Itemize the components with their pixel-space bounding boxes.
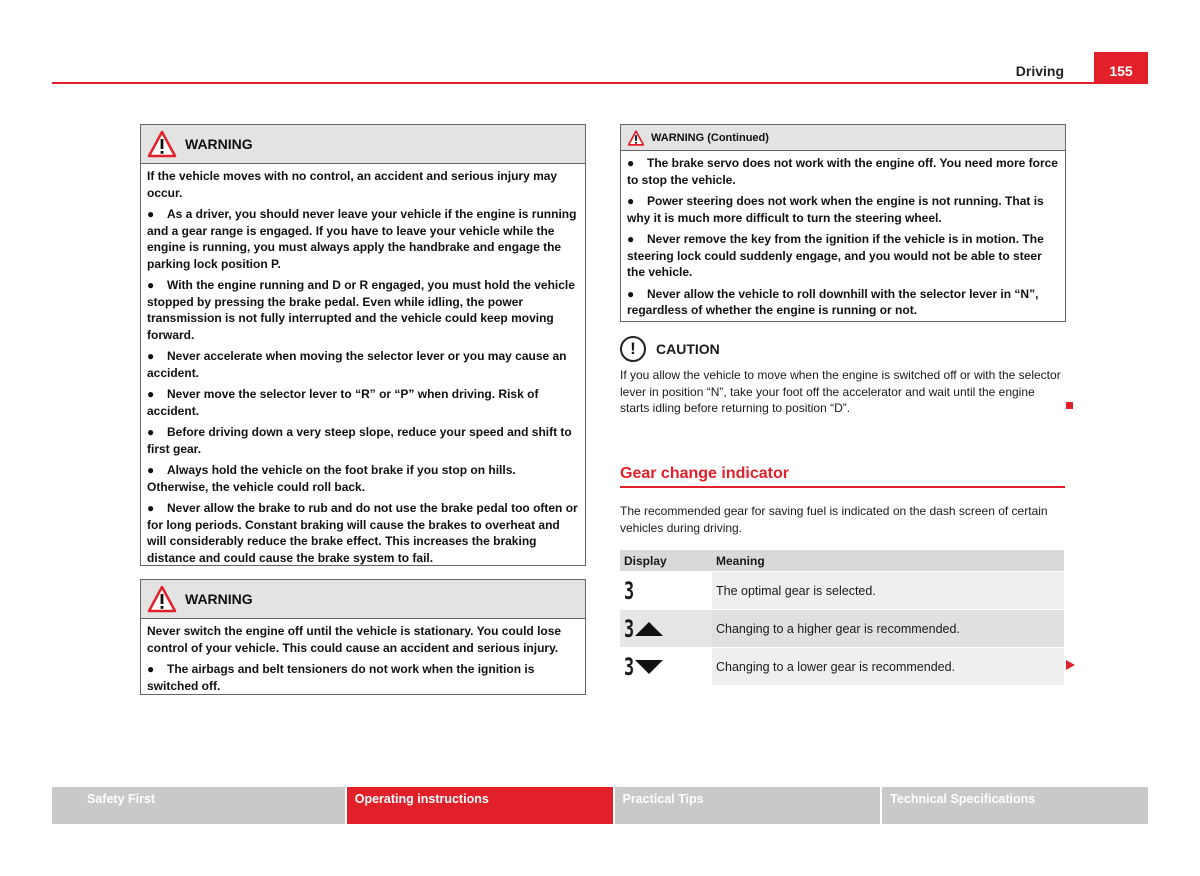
warning-paragraph: Never switch the engine off until the vehicle is stationary. You could lose control of your vehicle. This could cause an accident and serious injury. [147, 624, 562, 655]
bullet-icon: ● [147, 425, 155, 439]
bullet-icon: ● [627, 156, 635, 170]
warning-box-1 [140, 124, 586, 566]
bullet-text: Never move the selector lever to “R” or “P” when driving. Risk of accident. [147, 387, 539, 418]
bullet-icon: ● [627, 194, 635, 208]
warning-body [141, 619, 585, 703]
table-header [620, 550, 1064, 571]
caution-title: CAUTION [656, 341, 720, 357]
warning-body [621, 151, 1065, 328]
table-cell-meaning: Changing to a higher gear is recommended. [712, 610, 1064, 647]
warning-bullet [147, 386, 579, 419]
bullet-icon: ● [147, 387, 155, 401]
gear-indicator-table [620, 550, 1064, 685]
warning-header [141, 125, 585, 164]
bullet-text: The brake servo does not work with the engine off. You need more force to stop the vehicle. [627, 156, 1058, 187]
table-cell-display [620, 610, 712, 647]
warning-bullet [147, 206, 579, 272]
warning-bullet [147, 348, 579, 381]
table-row [620, 572, 1064, 609]
bullet-text: Never allow the brake to rub and do not use the brake pedal too often or for long periods. Constant braking will cause the brakes to overheat and will considerably reduce the brake effect. This increases the braking distance and could cause the brake system to fail. [147, 501, 578, 565]
end-of-section-marker-icon [1066, 402, 1073, 409]
bullet-text: Always hold the vehicle on the foot brake if you stop on hills. Otherwise, the vehicle could roll back. [147, 463, 516, 494]
table-header-display: Display [624, 553, 667, 568]
footer-tab-practical-tips[interactable]: Practical Tips [615, 787, 881, 824]
bullet-text: Never allow the vehicle to roll downhill with the selector lever in “N”, regardless of whether the engine is running or not. [627, 286, 1039, 317]
warning-bullet [147, 500, 579, 566]
warning-title: WARNING [185, 136, 253, 152]
warning-bullet [147, 661, 579, 694]
footer-nav [52, 787, 1148, 824]
bullet-text: With the engine running and D or R engaged, you must hold the vehicle stopped by pressing the brake pedal. Even while idling, the power transmission is not fully interrupted and the vehicle could keep moving forward. [147, 278, 575, 342]
warning-bullet [147, 277, 579, 343]
bullet-text: As a driver, you should never leave your vehicle if the engine is running and a gear range is engaged. If you have to leave your vehicle while the engine is running, you must always apply the handbrake and engage the parking lock position P. [147, 207, 577, 271]
footer-tab-safety-first[interactable]: Safety First [52, 787, 345, 824]
table-cell-meaning: The optimal gear is selected. [712, 572, 1064, 609]
warning-title: WARNING [185, 591, 253, 607]
warning-bullet [147, 462, 579, 495]
footer-tab-operating-instructions[interactable]: Operating instructions [347, 787, 613, 824]
section-heading: Gear change indicator [620, 465, 1065, 488]
footer-tab-technical-specifications[interactable]: Technical Specifications [882, 787, 1148, 824]
page-number-badge [1094, 52, 1148, 84]
bullet-text: Power steering does not work when the engine is not running. That is why it is much more difficult to turn the steering wheel. [627, 194, 1044, 225]
table-cell-meaning: Changing to a lower gear is recommended. [712, 648, 1064, 685]
bullet-text: Before driving down a very steep slope, reduce your speed and shift to first gear. [147, 425, 572, 456]
warning-triangle-icon [147, 130, 177, 158]
table-header-meaning: Meaning [716, 553, 765, 568]
warning-header [621, 125, 1065, 151]
warning-bullet [147, 424, 579, 457]
header-section-title: Driving [1015, 63, 1064, 79]
warning-box-continued [620, 124, 1066, 322]
warning-bullet [627, 155, 1059, 188]
bullet-icon: ● [147, 278, 155, 292]
warning-title: WARNING (Continued) [651, 131, 769, 144]
warning-box-2 [140, 579, 586, 695]
table-row [620, 610, 1064, 647]
table-cell-display [620, 572, 712, 609]
bullet-icon: ● [147, 501, 155, 515]
bullet-icon: ● [147, 463, 155, 477]
table-cell-display [620, 648, 712, 685]
caution-exclamation-icon: ! [620, 336, 646, 362]
warning-header [141, 580, 585, 619]
table-row [620, 648, 1064, 685]
continue-arrow-icon [1066, 660, 1075, 670]
gear-number: 3 [624, 614, 635, 643]
bullet-text: The airbags and belt tensioners do not work when the ignition is switched off. [147, 662, 535, 693]
bullet-icon: ● [147, 349, 155, 363]
warning-triangle-icon [147, 585, 177, 613]
warning-triangle-icon [627, 130, 645, 146]
section-intro: The recommended gear for saving fuel is indicated on the dash screen of certain vehicles during driving. [620, 504, 1048, 535]
bullet-text: Never remove the key from the ignition if the vehicle is in motion. The steering lock could suddenly engage, and you would not be able to steer the vehicle. [627, 232, 1044, 279]
bullet-text: Never accelerate when moving the selector lever or you may cause an accident. [147, 349, 567, 380]
warning-bullet [627, 286, 1059, 319]
bullet-icon: ● [627, 286, 635, 301]
header-rule [52, 82, 1148, 84]
warning-body [141, 164, 585, 575]
gear-number: 3 [624, 652, 635, 681]
gear-number: 3 [624, 576, 635, 605]
down-triangle-icon [634, 659, 664, 675]
bullet-icon: ● [147, 207, 155, 221]
bullet-icon: ● [147, 662, 155, 676]
caution-header [620, 335, 1066, 363]
warning-bullet [627, 193, 1059, 226]
warning-paragraph: If the vehicle moves with no control, an accident and serious injury may occur. [147, 169, 558, 200]
page-number: 155 [1109, 63, 1133, 79]
caution-note [620, 335, 1066, 417]
bullet-icon: ● [627, 232, 635, 246]
up-triangle-icon [634, 621, 664, 637]
caution-text: If you allow the vehicle to move when the engine is switched off or with the selector lever in position “N”, take your foot off the accelerator and wait until the engine starts idling before returning to position “D”. [620, 368, 1061, 415]
warning-bullet [627, 231, 1059, 281]
